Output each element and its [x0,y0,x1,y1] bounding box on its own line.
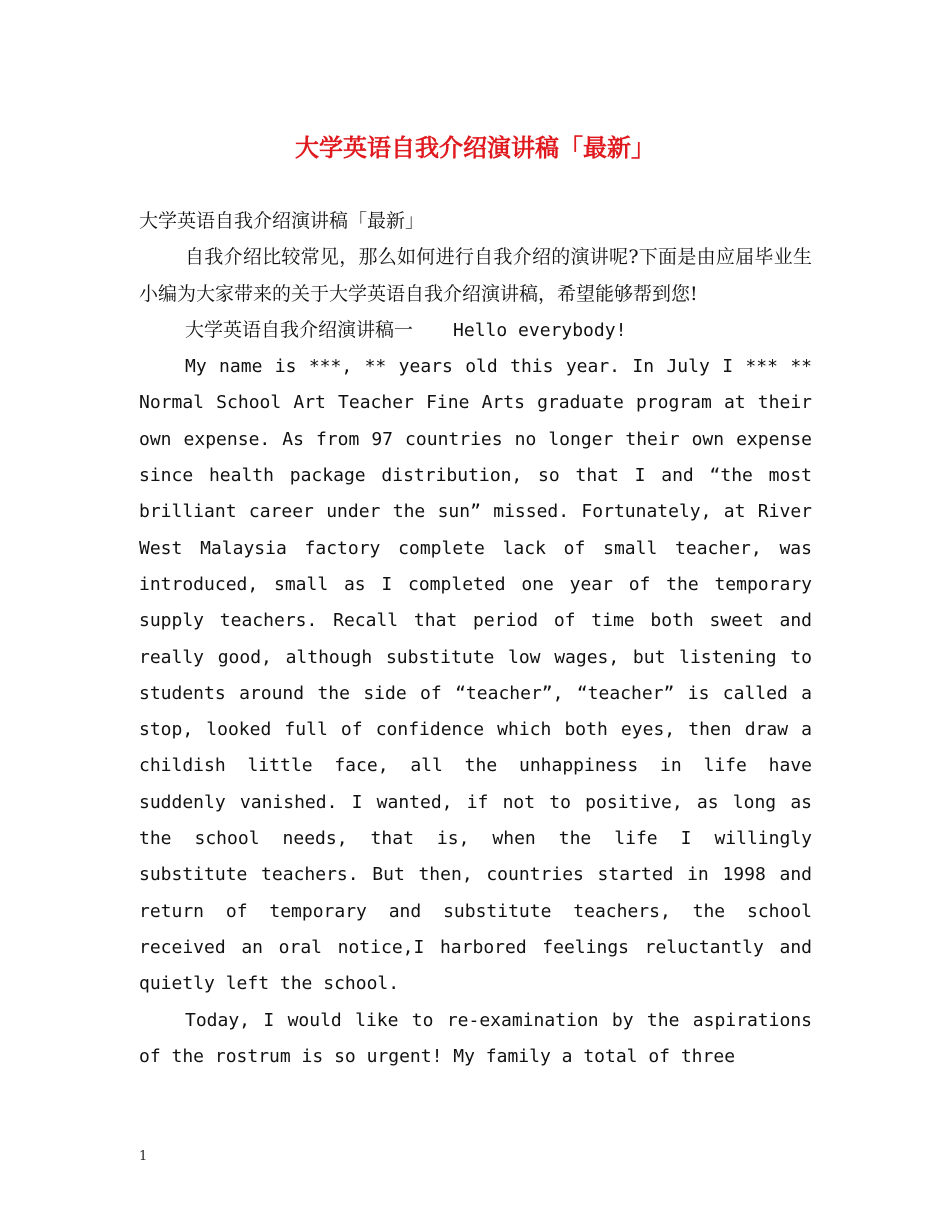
document-title: 大学英语自我介绍演讲稿「最新」 [295,134,655,162]
intro-paragraph: 自我介绍比较常见，那么如何进行自我介绍的演讲呢?下面是由应届毕业生小编为大家带来的关于大学英语自我介绍演讲稿，希望能够帮到您! [139,246,812,305]
document-body [139,203,812,1075]
greeting-text: Hello everybody! [453,319,627,341]
section-heading-line [139,312,812,349]
body-paragraph-2: Today, I would like to re-examination by the aspirations of the rostrum is so urgent! My family a total of three [139,1009,812,1067]
subtitle-line: 大学英语自我介绍演讲稿「最新」 [139,210,425,232]
page-number: 1 [139,1149,148,1164]
body-paragraph-1: My name is ***, ** years old this year. In July I *** ** Normal School Art Teacher Fine Arts graduate program at their own expense. As from 97 countries no longer their own expense since health package distribution, so that I and “the most brilliant career under the sun” missed. Fortunately, at River West Malaysia factory complete lack of small teacher, was introduced, small as I completed one year of the temporary supply teachers. Recall that period of time both sweet and really good, although substitute low wages, but listening to students around the side of “teacher”, “teacher” is called a stop, looked full of confidence which both eyes, then draw a childish little face, all the unhappiness in life have suddenly vanished. I wanted, if not to positive, as long as the school needs, that is, when the life I willingly substitute teachers. But then, countries started in 1998 and return of temporary and substitute teachers, the school received an oral notice,I harbored feelings reluctantly and quietly left the school. [139,356,812,995]
section-heading: 大学英语自我介绍演讲稿一 [185,318,414,341]
